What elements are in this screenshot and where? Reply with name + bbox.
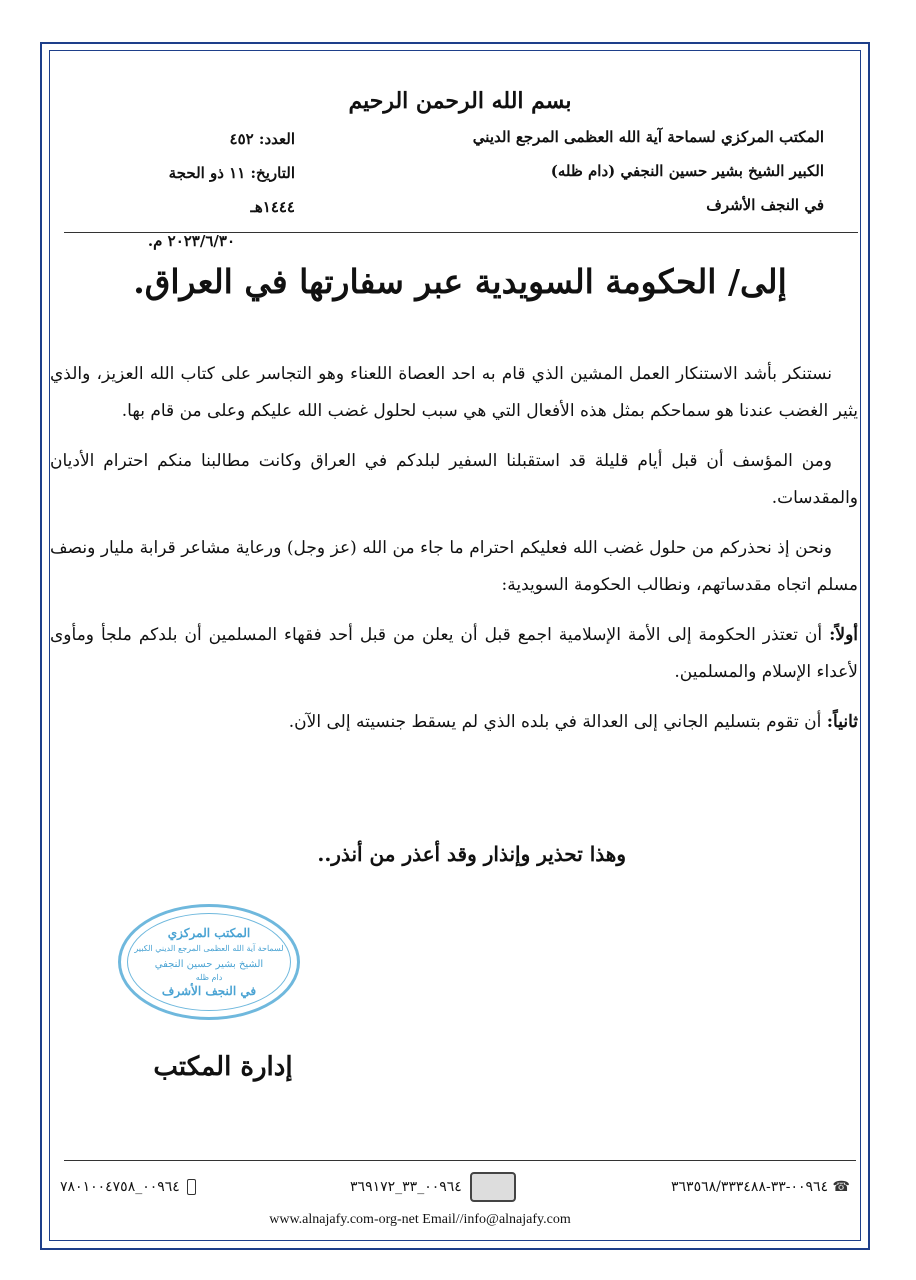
letter-body — [50, 356, 858, 754]
letter-heading: إلى/ الحكومة السويدية عبر سفارتها في العراق. — [133, 262, 787, 301]
office-stamp — [118, 904, 300, 1020]
stamp-line: المكتب المركزي — [167, 926, 251, 940]
website-email: www.alnajafy.com-org-net Email//info@alnajafy.com — [269, 1212, 571, 1227]
office-letterhead — [444, 120, 824, 222]
stamp-line: في النجف الأشرف — [161, 984, 257, 998]
date-hijri: التاريخ: ١١ ذو الحجة ١٤٤٤هـ — [168, 164, 295, 216]
mobile-phone-icon — [187, 1179, 196, 1195]
mobile-number: ٠٠٩٦٤_٧٨٠١٠٠٤٧٥٨ — [60, 1179, 180, 1195]
header-divider — [64, 232, 858, 233]
phone-icon: ☎ — [832, 1179, 850, 1195]
body-paragraph: ونحن إذ نحذركم من حلول غضب الله فعليكم احترام ما جاء من الله (عز وجل) ورعاية مشاعر قرابة مليار ونصف مسلم اتجاه مقدساتهم، ونطالب الحكومة السويدية: — [50, 538, 858, 595]
stamp-line: الشيخ بشير حسين النجفي — [154, 959, 264, 970]
demand-label: ثانياً: — [826, 712, 858, 732]
demand-item — [50, 704, 858, 741]
office-line: المكتب المركزي لسماحة آية الله العظمى المرجع الديني — [472, 128, 824, 146]
stamp-line: دام ظله — [195, 973, 223, 982]
fax-number: ٠٠٩٦٤_٣٣_٣٦٩١٧٢ — [350, 1179, 462, 1195]
body-paragraph: ومن المؤسف أن قبل أيام قليلة قد استقبلنا السفير لبلدكم في العراق وكانت مطالبنا منكم احترام الأديان والمقدسات. — [50, 451, 858, 508]
fax-contact — [350, 1172, 520, 1202]
phone-numbers: ٠٠٩٦٤-٣٣-٣٦٣٥٦٨/٣٣٣٤٨٨ — [671, 1179, 829, 1195]
stamp-line: لسماحة آية الله العظمى المرجع الديني الكبير — [134, 944, 284, 953]
demand-text: أن تقوم بتسليم الجاني إلى العدالة في بلده الذي لم يسقط جنسيته إلى الآن. — [288, 712, 822, 732]
date-gregorian: ٢٠٢٣/٦/٣٠ م. — [147, 232, 235, 250]
phone-contact — [671, 1179, 850, 1195]
signature-office-management: إدارة المكتب — [153, 1052, 293, 1082]
office-line: الكبير الشيخ بشير حسين النجفي (دام ظله) — [550, 162, 824, 180]
basmala: بسم الله الرحمن الرحيم — [348, 88, 572, 114]
body-paragraph: نستنكر بأشد الاستنكار العمل المشين الذي قام به احد العصاة اللعناء وهو التجاسر على كتاب الله العزيز، والذي يثير الغضب عندنا هو سماحكم بمثل هذه الأفعال التي هي سبب لحلول غضب الله عليكم وعلى من قام بها. — [50, 364, 858, 421]
fax-icon — [470, 1172, 516, 1202]
mobile-contact — [60, 1179, 199, 1195]
office-line: في النجف الأشرف — [706, 196, 824, 214]
demand-text: أن تعتذر الحكومة إلى الأمة الإسلامية اجمع قبل أن يعلن من قبل أحد فقهاء المسلمين أن بلدكم ملجأ ومأوى لأعداء الإسلام والمسلمين. — [50, 625, 858, 682]
contact-bar — [60, 1172, 850, 1202]
demand-label: أولاً: — [829, 625, 858, 645]
reference-number: العدد: ٤٥٢ — [229, 130, 295, 148]
demand-item — [50, 617, 858, 691]
footer-divider — [64, 1160, 856, 1161]
reference-block — [120, 122, 295, 258]
closing-line: وهذا تحذير وإنذار وقد أعذر من أنذر.. — [317, 842, 626, 866]
